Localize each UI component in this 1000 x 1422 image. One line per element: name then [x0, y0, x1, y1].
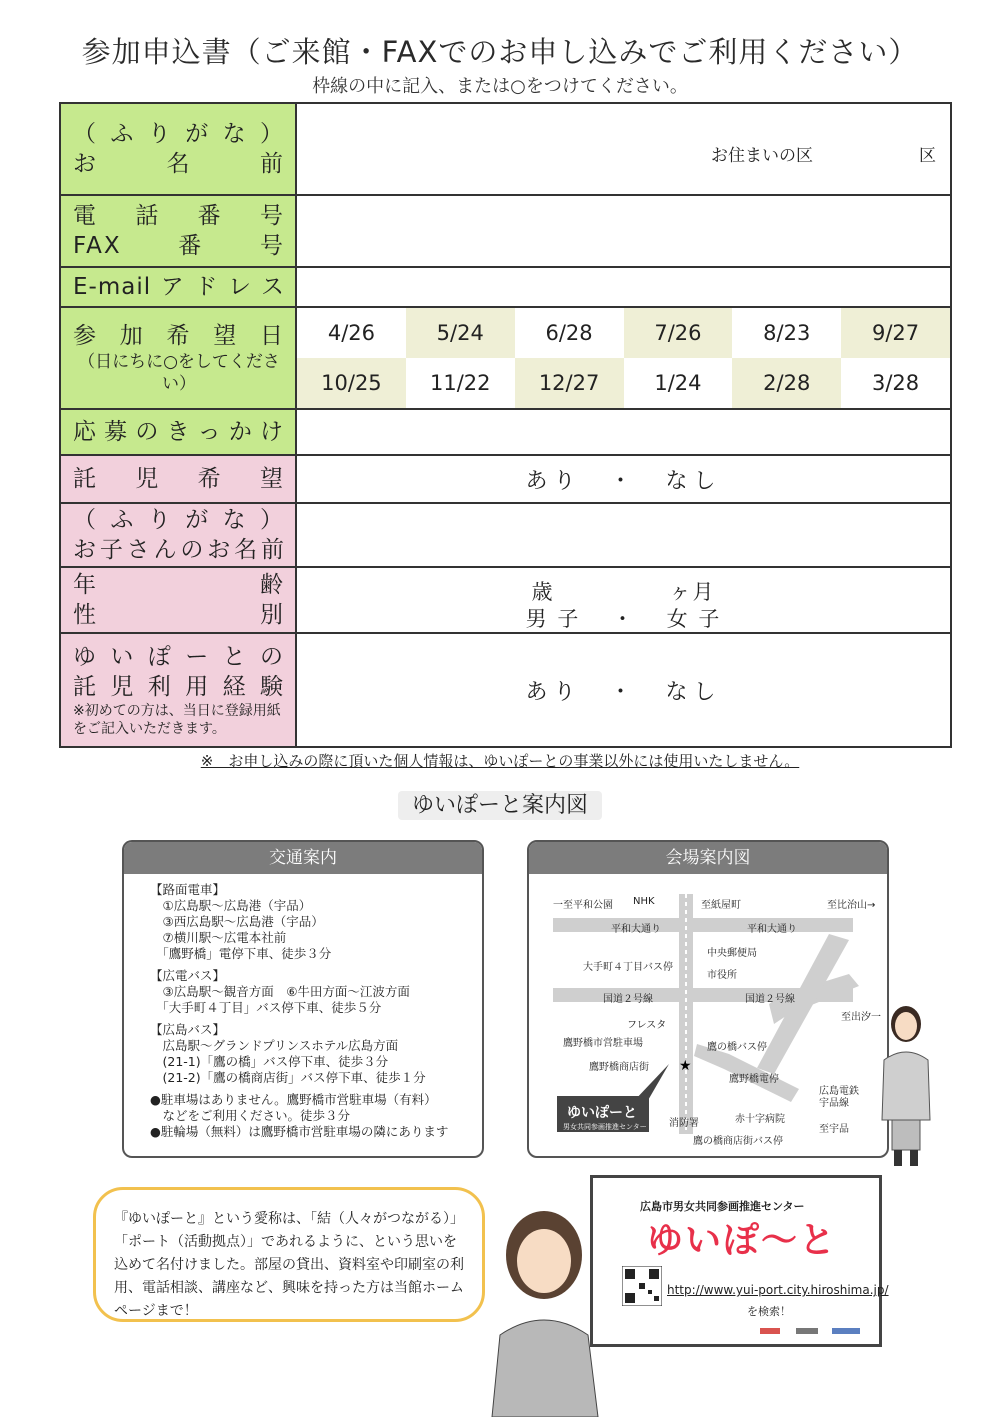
qr-code-icon — [622, 1266, 662, 1306]
name-furigana-label: （ふりがな） — [73, 121, 285, 147]
map-label: 至比治山→ — [827, 900, 876, 911]
date-grid — [297, 308, 950, 408]
experience-label-2: 託児利用経験 — [73, 674, 285, 700]
traffic-line: 「鷹野橋」電停下車、徒歩３分 — [150, 946, 332, 961]
phone-row — [61, 196, 950, 268]
trigger-label: 応募のきっかけ — [73, 419, 285, 445]
experience-options[interactable]: あり ・ なし — [525, 679, 722, 705]
date-option[interactable]: 4/26 — [327, 321, 375, 345]
traffic-line: (21-1)「鷹の橋」バス停下車、徒歩３分 — [150, 1054, 389, 1069]
map-label: 一至平和公園 — [553, 900, 613, 911]
application-form — [59, 102, 952, 748]
date-option[interactable]: 1/24 — [654, 371, 702, 395]
age-units[interactable]: 歳 ヶ月 — [531, 580, 716, 604]
map-label: 国道２号線 — [745, 994, 795, 1005]
phone-label: 電話番号 — [73, 203, 285, 229]
trigger-row — [61, 410, 950, 456]
map-label: 鷹野橋電停 — [729, 1074, 779, 1085]
map-label: 宇品線 — [819, 1098, 849, 1109]
child-furigana-label: （ふりがな） — [73, 507, 285, 533]
sex-options[interactable]: 男 子 ・ 女 子 — [525, 607, 722, 631]
traffic-line: ③西広島駅～広島港（宇品） — [150, 914, 324, 929]
experience-row — [61, 634, 950, 746]
date-option[interactable]: 10/25 — [297, 358, 406, 408]
traffic-line: ●駐車場はありません。鷹野橋市営駐車場（有料） — [150, 1092, 437, 1107]
page-title: 参加申込書（ご来館・FAXでのお申し込みでご利用ください） — [81, 35, 919, 69]
board-search: を検索！ — [747, 1305, 791, 1318]
name-field[interactable] — [297, 104, 950, 194]
date-option[interactable]: 3/28 — [871, 371, 920, 395]
road-heiwa — [553, 918, 853, 932]
dates-sub: （日にちに○をしてください） — [78, 352, 280, 394]
guide-woman-illustration — [876, 1000, 936, 1170]
name-row — [61, 104, 950, 196]
traffic-line: ⑦横川駅～広電本社前 — [150, 930, 287, 945]
date-option[interactable]: 8/23 — [763, 321, 811, 345]
ward-label: お住まいの区 — [711, 146, 813, 166]
trigger-field[interactable] — [297, 410, 950, 454]
map-label: 国道２号線 — [603, 994, 653, 1005]
page-subtitle: 枠線の中に記入、または○をつけてください。 — [312, 76, 688, 97]
traffic-line: ●駐輪場（無料）は鷹野橋市営駐車場の隣にあります — [150, 1124, 449, 1139]
traffic-line: 【広島バス】 — [150, 1022, 226, 1037]
map-label: 鷹野橋商店街 — [589, 1062, 649, 1073]
traffic-line: 「大手町４丁目」バス停下車、徒歩５分 — [150, 1000, 382, 1015]
age-label: 年齢 — [73, 572, 285, 598]
childcare-label: 託児希望 — [73, 466, 285, 492]
board-url-link[interactable]: http://www.yui-port.city.hiroshima.jp/ — [667, 1283, 889, 1297]
age-row — [61, 568, 950, 634]
traffic-line: などをご利用ください。徒歩３分 — [150, 1108, 351, 1123]
map-label: 広島電鉄 — [819, 1086, 859, 1097]
traffic-line: 【広電バス】 — [150, 968, 226, 983]
childcare-options[interactable]: あり ・ なし — [525, 468, 722, 494]
traffic-box — [122, 840, 484, 1158]
ward-suffix: 区 — [919, 146, 936, 166]
board-tray-icon — [760, 1322, 870, 1336]
map-title: ゆいぽーと案内図 — [398, 791, 602, 820]
map-label: 鷹の橋バス停 — [707, 1042, 767, 1053]
experience-note: ※初めての方は、当日に登録用紙をご記入いただきます。 — [73, 703, 281, 737]
map-label-yuiport: ゆいぽーと — [567, 1105, 637, 1121]
map-label: 鷹の橋商店街バス停 — [693, 1136, 783, 1147]
venue-header: 会場案内図 — [529, 842, 887, 874]
date-option[interactable]: 11/22 — [429, 371, 491, 395]
traffic-header: 交通案内 — [124, 842, 482, 874]
email-field[interactable] — [297, 268, 950, 306]
phone-field[interactable] — [297, 196, 950, 266]
map-label: NHK — [633, 896, 655, 907]
map-label: 中央郵便局 — [707, 948, 757, 959]
dates-row — [61, 308, 950, 410]
map-label: 至出汐一 — [841, 1012, 881, 1023]
map-label: 至紙屋町 — [701, 900, 741, 911]
map-label: 平和大通り — [611, 924, 661, 935]
board-org: 広島市男女共同参画推進センター — [640, 1200, 805, 1213]
email-label: E-mailアドレス — [73, 274, 285, 300]
traffic-line: (21-2)「鷹の橋商店街」バス停下車、徒歩１分 — [150, 1070, 426, 1085]
map-label: 至宇品 — [819, 1124, 849, 1135]
traffic-line: ③広島駅～観音方面 ⑥牛田方面～江波方面 — [150, 984, 410, 999]
map-label: 市役所 — [707, 970, 737, 981]
venue-box — [527, 840, 889, 1158]
fax-label: FAX番号 — [73, 233, 285, 259]
child-name-label: お子さんのお名前 — [73, 537, 285, 563]
map-label-yuiport-sub: 男女共同参画推進センター — [563, 1123, 647, 1131]
map-label: 赤十字病院 — [735, 1114, 785, 1125]
map-label: 大手町４丁目バス停 — [583, 962, 673, 973]
privacy-note: ※ お申し込みの際に頂いた個人情報は、ゆいぽーとの事業以外には使用いたしません。 — [200, 752, 800, 770]
childcare-row — [61, 456, 950, 504]
date-option[interactable]: 9/27 — [841, 308, 950, 358]
date-option[interactable]: 12/27 — [515, 358, 624, 408]
email-row — [61, 268, 950, 308]
child-name-field[interactable] — [297, 504, 950, 566]
traffic-line: ①広島駅～広島港（宇品） — [150, 898, 312, 913]
map-label: 鷹野橋市営駐車場 — [563, 1038, 643, 1049]
star-icon: ★ — [679, 1058, 692, 1074]
sex-label: 性別 — [73, 602, 285, 628]
child-name-row — [61, 504, 950, 568]
map-label: 消防署 — [669, 1118, 699, 1129]
date-option[interactable]: 7/26 — [624, 308, 733, 358]
date-option[interactable]: 2/28 — [732, 358, 841, 408]
dates-label: 参加希望日 — [73, 323, 285, 349]
traffic-line: 【路面電車】 — [150, 882, 226, 897]
name-label: お名前 — [73, 151, 285, 177]
date-option[interactable]: 5/24 — [406, 308, 515, 358]
map-label: フレスタ — [627, 1020, 667, 1031]
experience-label-1: ゆいぽーとの — [73, 644, 285, 670]
traffic-line: 広島駅～グランドプリンスホテル広島方面 — [150, 1038, 399, 1053]
speech-bubble: 『ゆいぽーと』という愛称は、「結（人々がつながる）」「ポート（活動拠点）」であれるように、という思いを込めて名付けました。部屋の貸出、資料室や印刷室の利用、電話相談、講座など、興味を持った方は当館ホームページまで！ — [93, 1187, 485, 1322]
map-label: 平和大通り — [747, 924, 797, 935]
date-option[interactable]: 6/28 — [545, 321, 593, 345]
board-logo: ゆいぽ～と — [647, 1220, 838, 1261]
